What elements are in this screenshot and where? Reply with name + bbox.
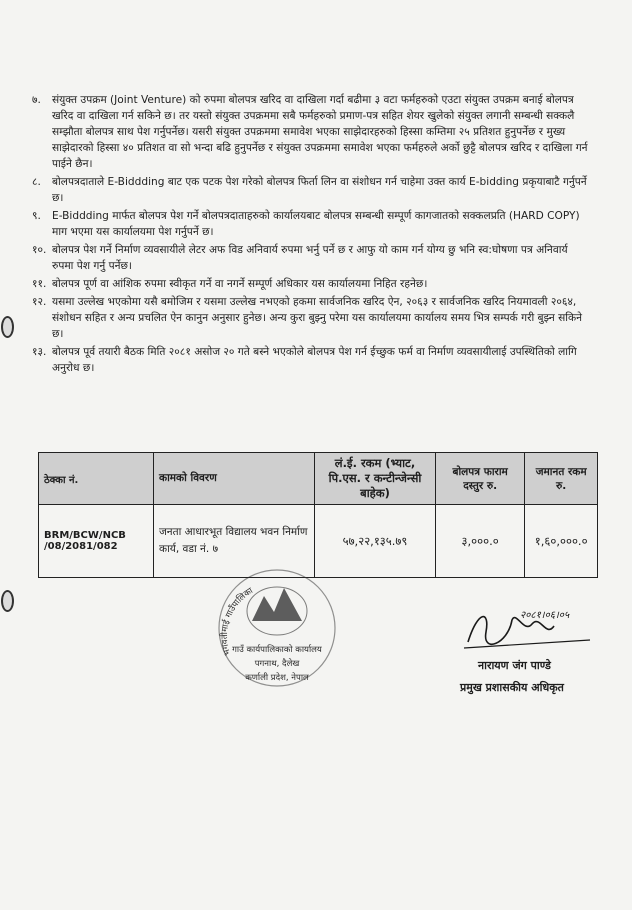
punch-hole-top (1, 316, 14, 338)
punch-hole-bottom (1, 590, 14, 612)
clause-number: ८. (32, 176, 41, 188)
cell-deposit: १,६०,०००.० (525, 505, 598, 578)
header-deposit: जमानत रकम रु. (525, 453, 598, 505)
clause-item (32, 344, 592, 376)
clause-item (32, 294, 592, 342)
clause-item (32, 174, 592, 206)
seal-text-line4: कर्णाली प्रदेश, नेपाल (245, 673, 309, 683)
header-contract-no: ठेक्का नं. (39, 453, 154, 505)
seal-text-line3: पगनाथ, दैलेख (254, 659, 300, 669)
clause-number: ९. (32, 210, 41, 222)
clause-text: बोलपत्र पूर्ण वा आंशिक रुपमा स्वीकृत गर्ने वा नगर्ने सम्पूर्ण अधिकार यस कार्यालयमा निहित रहनेछ। (52, 278, 428, 290)
header-description: कामको विवरण (154, 453, 315, 505)
table-header-row (39, 453, 598, 505)
handwritten-signature (460, 604, 595, 654)
header-estimate: लं.ई. रकम (भ्याट, पि.एस. र कन्टीन्जेन्सी बाहेक) (315, 453, 436, 505)
clause-text: बोलपत्रदाताले E-Biddding बाट एक पटक पेश गरेको बोलपत्र फिर्ता लिन वा संशोधन गर्न चाहेमा उक्त कार्य E-bidding प्रकृयाबाटै गर्नुपर्ने छ। (52, 176, 587, 204)
header-form-fee: बोलपत्र फाराम दस्तुर रु. (436, 453, 525, 505)
clause-number: १२. (32, 296, 47, 308)
seal-text-line2: गाउँ कार्यपालिकाको कार्यालय (232, 645, 322, 655)
clause-text: संयुक्त उपक्रम (Joint Venture) को रुपमा बोलपत्र खरिद वा दाखिला गर्दा बढीमा ३ वटा फर्महरुको एउटा संयुक्त उपक्रम बनाई बोलपत्र खरिद वा दाखिला गर्न सकिने छ। तर यस्तो संयुक्त उपक्रममा सबै फर्महरुको प्रमाण-पत्र सहित शेयर खुलेको संयुक्त लगानी सम्बन्धी सक्कलै सम्झौता बोलपत्र साथ पेश गर्नुपर्नेछ। यसरी संयुक्त उपक्रममा समावेश भएका साझेदारहरुको हिस्सा कम्तिमा २५ प्रतिशत हुनुपर्नेछ र मुख्य साझेदारको हिस्सा ४० प्रतिशत वा सो भन्दा बढि हुनुपर्नेछ र संयुक्त उपक्रममा समावेश भएका फर्महरुले अर्को छुट्टै बोलपत्र खरिद र दाखिला गर्न पाईने छैन। (52, 94, 588, 170)
signature-date-mark: २०८१।०६।०५ (520, 610, 570, 621)
mountain-emblem-icon (252, 588, 302, 621)
seal-text-line1: भगवतीमाई गाउँपालिका (219, 586, 255, 657)
clause-number: ७. (32, 94, 41, 106)
clause-text: यसमा उल्लेख भएकोमा यसै बमोजिम र यसमा उल्लेख नभएको हकमा सार्वजनिक खरिद ऐन, २०६३ र सार्वजनिक खरिद नियमावली २०६४, संशोधन सहित र अन्य प्रचलित ऐन कानुन अनुसार हुनेछ। अन्य कुरा बुझ्नु परेमा यस कार्यालयमा कार्यालय समय भित्र सम्पर्क गरी बुझ्न सकिने छ। (52, 296, 583, 340)
clause-number: ११. (32, 278, 47, 290)
clause-text: बोलपत्र पूर्व तयारी बैठक मिति २०८१ असोज २० गते बस्ने भएकोले बोलपत्र पेश गर्न ईच्छुक फर्म वा निर्माण व्यवसायीलाई उपस्थितिको लागि अनुरोध छ। (52, 346, 577, 374)
cell-contract-no: BRM/BCW/NCB /08/2081/082 (39, 505, 154, 578)
clause-text: बोलपत्र पेश गर्ने निर्माण व्यवसायीले लेटर अफ विड अनिवार्य रुपमा भर्नु पर्ने छ र आफु यो काम गर्न योग्य छु भनि स्व:घोषणा पत्र अनिवार्य रुपमा पेश गर्नु पर्नेछ। (52, 244, 568, 272)
cell-description: जनता आधारभूत विद्यालय भवन निर्माण कार्य, वडा नं. ७ (154, 505, 315, 578)
clause-item (32, 242, 592, 274)
clause-item (32, 92, 592, 172)
clause-list (32, 92, 592, 378)
signatory-name: नारायण जंग पाण्डे (478, 659, 551, 672)
municipality-seal (212, 566, 342, 696)
cell-estimate: ५७,२२,१३५.७९ (315, 505, 436, 578)
clause-number: १०. (32, 244, 47, 256)
cell-form-fee: ३,०००.० (436, 505, 525, 578)
contract-table (38, 452, 598, 578)
clause-number: १३. (32, 346, 47, 358)
clause-text: E-Biddding मार्फत बोलपत्र पेश गर्ने बोलपत्रदाताहरुको कार्यालयबाट बोलपत्र सम्बन्धी सम्पूर्ण कागजातको सक्कलप्रति (HARD COPY) माग भएमा यस कार्यालयमा पेश गर्नुपर्ने छ। (52, 210, 580, 238)
signatory-title: प्रमुख प्रशासकीय अधिकृत (460, 681, 564, 694)
clause-item (32, 208, 592, 240)
clause-item (32, 276, 592, 292)
